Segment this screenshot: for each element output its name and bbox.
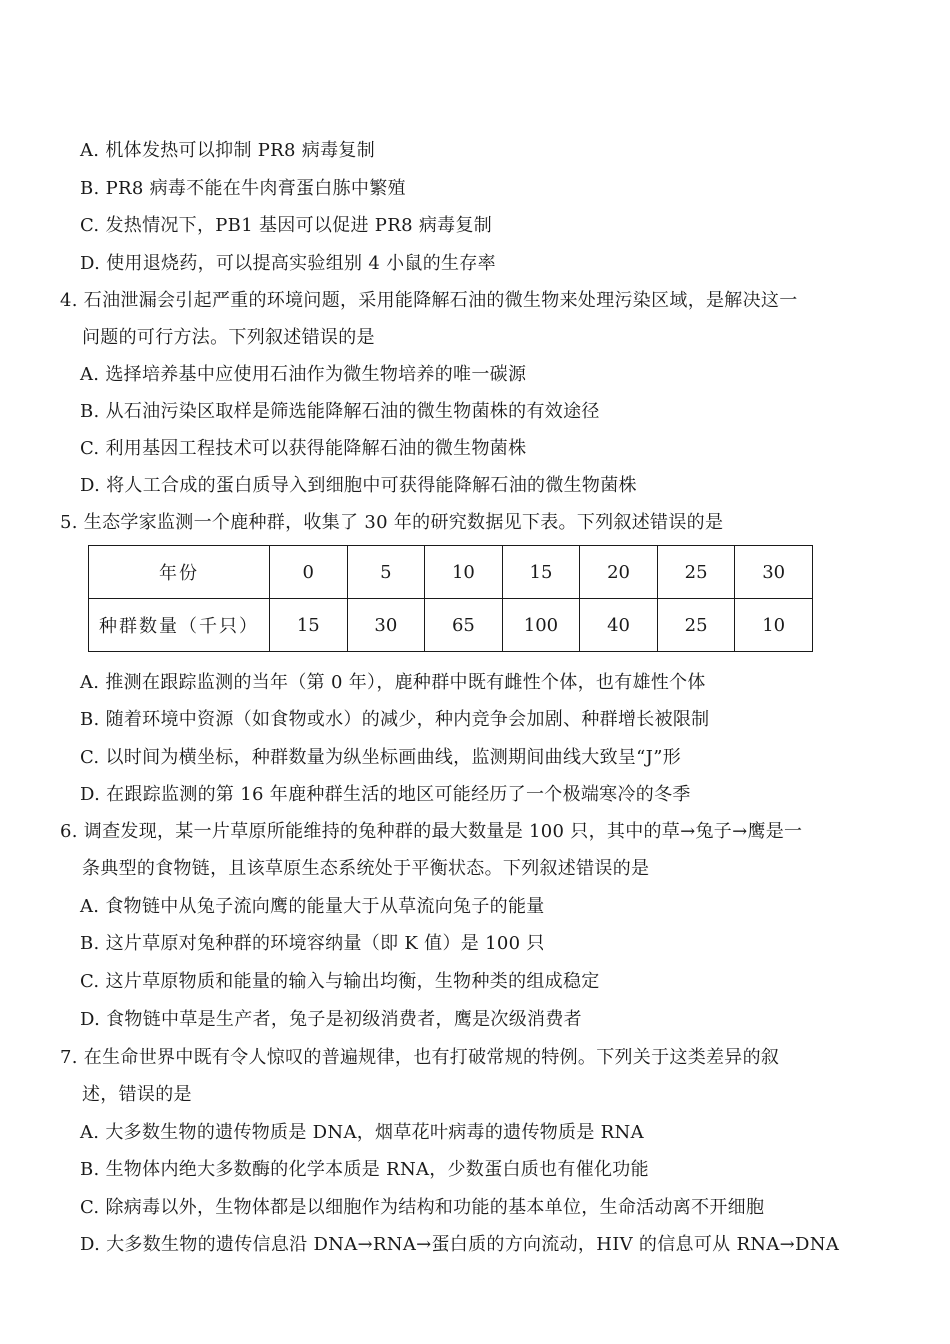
q6-option-b: B. 这片草原对兔种群的环境容纳量（即 K 值）是 100 只 bbox=[80, 933, 545, 954]
q4-stem: 4. 石油泄漏会引起严重的环境问题，采用能降解石油的微生物来处理污染区域，是解决这一 bbox=[60, 290, 798, 311]
table-cell: 20 bbox=[580, 546, 658, 599]
table-cell: 65 bbox=[425, 599, 503, 652]
table-cell: 0 bbox=[270, 546, 348, 599]
table-cell: 100 bbox=[502, 599, 580, 652]
q7-option-c: C. 除病毒以外，生物体都是以细胞作为结构和功能的基本单位，生命活动离不开细胞 bbox=[80, 1197, 765, 1218]
q3-option-b: B. PR8 病毒不能在牛肉膏蛋白胨中繁殖 bbox=[80, 178, 406, 199]
q3-option-a: A. 机体发热可以抑制 PR8 病毒复制 bbox=[80, 140, 376, 161]
q6-stem: 6. 调查发现，某一片草原所能维持的兔种群的最大数量是 100 只，其中的草→兔子→鹰是一 bbox=[60, 821, 803, 842]
q6-option-c: C. 这片草原物质和能量的输入与输出均衡，生物种类的组成稳定 bbox=[80, 971, 600, 992]
table-cell: 30 bbox=[735, 546, 813, 599]
table-cell: 5 bbox=[347, 546, 425, 599]
q5-option-a: A. 推测在跟踪监测的当年（第 0 年），鹿种群中既有雌性个体，也有雄性个体 bbox=[80, 672, 706, 693]
q7-option-d: D. 大多数生物的遗传信息沿 DNA→RNA→蛋白质的方向流动，HIV 的信息可从 RNA→DNA bbox=[80, 1234, 840, 1255]
table-row-counts bbox=[89, 599, 813, 652]
table-cell: 25 bbox=[657, 546, 735, 599]
q5-option-c: C. 以时间为横坐标，种群数量为纵坐标画曲线，监测期间曲线大致呈“J”形 bbox=[80, 747, 681, 768]
q7-option-a: A. 大多数生物的遗传物质是 DNA，烟草花叶病毒的遗传物质是 RNA bbox=[80, 1122, 644, 1143]
q6-option-a: A. 食物链中从兔子流向鹰的能量大于从草流向兔子的能量 bbox=[80, 896, 545, 917]
table-cell: 30 bbox=[347, 599, 425, 652]
q6-stem-cont: 条典型的食物链，且该草原生态系统处于平衡状态。下列叙述错误的是 bbox=[82, 858, 650, 879]
q3-option-d: D. 使用退烧药，可以提高实验组别 4 小鼠的生存率 bbox=[80, 253, 496, 274]
q5-option-d: D. 在跟踪监测的第 16 年鹿种群生活的地区可能经历了一个极端寒冷的冬季 bbox=[80, 784, 691, 805]
q4-option-a: A. 选择培养基中应使用石油作为微生物培养的唯一碳源 bbox=[80, 364, 527, 385]
table-cell: 40 bbox=[580, 599, 658, 652]
q3-option-c: C. 发热情况下，PB1 基因可以促进 PR8 病毒复制 bbox=[80, 215, 493, 236]
table-cell: 10 bbox=[425, 546, 503, 599]
table-row-years bbox=[89, 546, 813, 599]
q4-option-b: B. 从石油污染区取样是筛选能降解石油的微生物菌株的有效途径 bbox=[80, 401, 600, 422]
deer-population-table bbox=[88, 545, 813, 652]
q4-option-c: C. 利用基因工程技术可以获得能降解石油的微生物菌株 bbox=[80, 438, 527, 459]
table-header-year: 年份 bbox=[89, 546, 270, 599]
q7-stem-cont: 述，错误的是 bbox=[82, 1084, 192, 1105]
q4-option-d: D. 将人工合成的蛋白质导入到细胞中可获得能降解石油的微生物菌株 bbox=[80, 475, 637, 496]
table-cell: 25 bbox=[657, 599, 735, 652]
q6-option-d: D. 食物链中草是生产者，兔子是初级消费者，鹰是次级消费者 bbox=[80, 1009, 582, 1030]
q4-stem-cont: 问题的可行方法。下列叙述错误的是 bbox=[82, 327, 375, 348]
table-cell: 10 bbox=[735, 599, 813, 652]
table-cell: 15 bbox=[270, 599, 348, 652]
q5-option-b: B. 随着环境中资源（如食物或水）的减少，种内竞争会加剧、种群增长被限制 bbox=[80, 709, 710, 730]
q5-stem: 5. 生态学家监测一个鹿种群，收集了 30 年的研究数据见下表。下列叙述错误的是 bbox=[60, 512, 724, 533]
table-header-count: 种群数量（千只） bbox=[89, 599, 270, 652]
q7-stem: 7. 在生命世界中既有令人惊叹的普遍规律，也有打破常规的特例。下列关于这类差异的叙 bbox=[60, 1047, 780, 1068]
table-cell: 15 bbox=[502, 546, 580, 599]
q7-option-b: B. 生物体内绝大多数酶的化学本质是 RNA，少数蛋白质也有催化功能 bbox=[80, 1159, 649, 1180]
